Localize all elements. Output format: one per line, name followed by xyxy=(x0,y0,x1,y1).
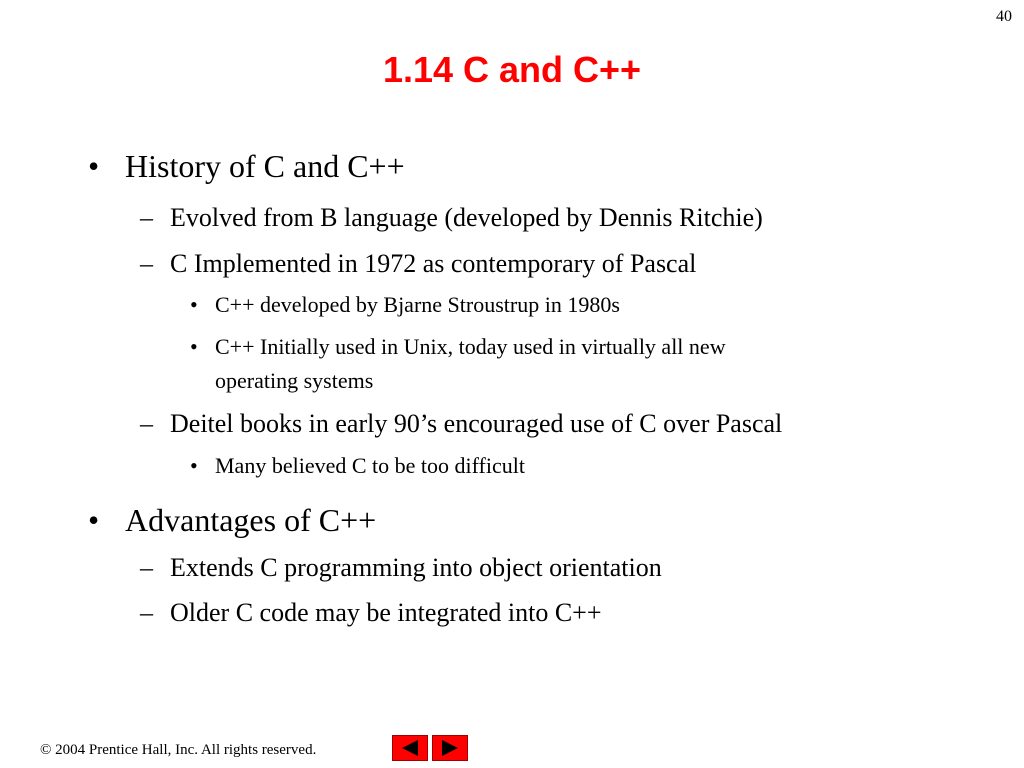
bullet-marker: • xyxy=(88,502,100,538)
bullet-text: C++ developed by Bjarne Stroustrup in 1980s xyxy=(215,292,620,317)
next-slide-button[interactable] xyxy=(432,735,468,761)
dash-marker: – xyxy=(140,553,153,582)
bullet-text: Older C code may be integrated into C++ xyxy=(170,598,602,627)
footer-copyright: © 2004 Prentice Hall, Inc. All rights reserved. xyxy=(40,742,317,758)
bullet-marker: • xyxy=(190,334,198,359)
right-arrow-icon xyxy=(433,736,467,760)
bullet-text: Many believed C to be too difficult xyxy=(215,453,525,478)
dash-marker: – xyxy=(140,598,153,627)
bullet-text: operating systems xyxy=(215,368,374,393)
bullet-text: Deitel books in early 90’s encouraged use of C over Pascal xyxy=(170,409,783,438)
bullet-marker: • xyxy=(88,148,100,184)
dash-marker: – xyxy=(140,409,153,438)
bullet-text: C++ Initially used in Unix, today used in virtually all new xyxy=(215,334,726,359)
bullet-marker: • xyxy=(190,292,198,317)
bullet-text: Advantages of C++ xyxy=(125,502,377,538)
left-arrow-icon xyxy=(393,736,427,760)
dash-marker: – xyxy=(140,249,153,278)
bullet-marker: • xyxy=(190,453,198,478)
bullet-text: Extends C programming into object orientation xyxy=(170,553,662,582)
slide-title: 1.14 C and C++ xyxy=(382,49,642,90)
previous-slide-button[interactable] xyxy=(392,735,428,761)
dash-marker: – xyxy=(140,203,153,232)
bullet-text: History of C and C++ xyxy=(125,148,405,184)
bullet-text: C Implemented in 1972 as contemporary of Pascal xyxy=(170,249,697,278)
bullet-text: Evolved from B language (developed by Dennis Ritchie) xyxy=(170,203,763,232)
page-number: 40 xyxy=(996,8,1012,25)
